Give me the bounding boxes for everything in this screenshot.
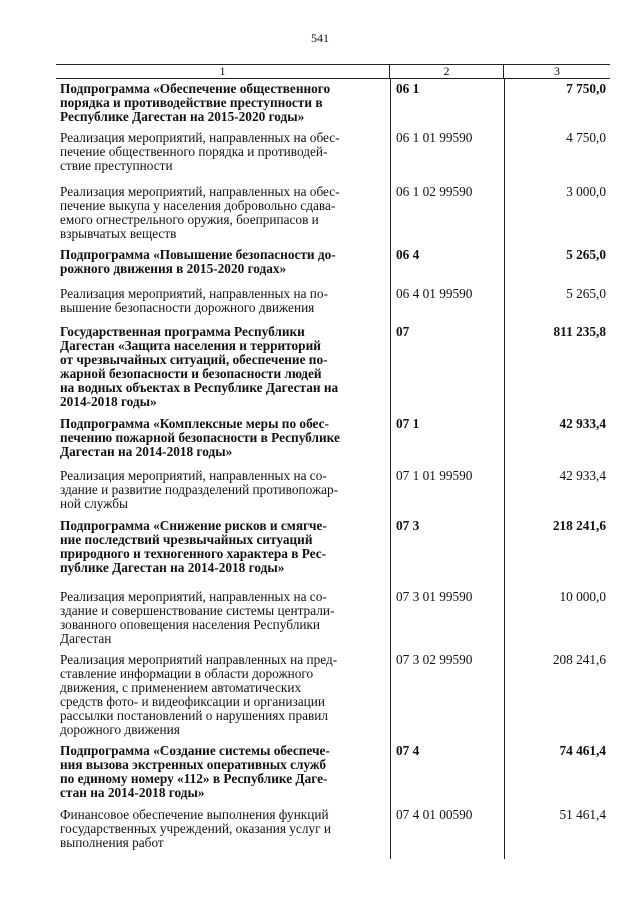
row-description: Подпрограмма «Повышение безопасности до- рожного движения в 2015-2020 годах»: [60, 247, 336, 276]
row-code: 07 1: [396, 416, 420, 431]
budget-table: [56, 64, 610, 859]
row-code: 06 4 01 99590: [396, 286, 473, 301]
row-amount: 42 933,4: [559, 416, 606, 431]
row-amount: 51 461,4: [559, 807, 606, 822]
row-amount: 811 235,8: [553, 324, 606, 339]
row-code: 07 3: [396, 518, 420, 533]
table-body: [56, 79, 610, 859]
page-number: 541: [311, 31, 329, 45]
row-description: Реализация мероприятий направленных на пред- ставление информации в области дорожного движения, с применением автоматических средств фото- и видеофиксации и организации рассылки постановлений о нарушениях правил дорожного движения: [60, 652, 338, 737]
row-amount: 5 265,0: [566, 247, 606, 262]
row-code: 06 1 02 99590: [396, 184, 473, 199]
row-description: Подпрограмма «Создание системы обеспече- ния вызова экстренных оперативных служб по единому номеру «112» в Республике Даге- стан на 2014-2018 годы»: [60, 743, 330, 800]
row-description: Реализация мероприятий, направленных на по- вышение безопасности дорожного движения: [60, 286, 329, 315]
row-description: Подпрограмма «Обеспечение общественного порядка и противодействие преступности в Республике Дагестан на 2015-2020 годы»: [60, 81, 331, 124]
table-row: [56, 82, 610, 124]
row-description: Подпрограмма «Комплексные меры по обес- печению пожарной безопасности в Республике Дагестан на 2014-2018 годы»: [60, 416, 340, 459]
row-code: 07 4 01 00590: [396, 807, 473, 822]
table-row: [56, 417, 610, 459]
header-col-1: 1: [56, 65, 390, 78]
row-amount: 7 750,0: [566, 81, 606, 96]
row-code: 06 1 01 99590: [396, 130, 473, 145]
row-description: Реализация мероприятий, направленных на обес- печение выкупа у населения добровольно сдава- емого огнестрельного оружия, боеприпасов и взрывчатых веществ: [60, 184, 340, 241]
row-description: Реализация мероприятий, направленных на обес- печение общественного порядка и противодей- ствие преступности: [60, 130, 340, 173]
row-amount: 218 241,6: [552, 518, 606, 533]
header-col-2: 2: [390, 65, 504, 78]
table-row: [56, 519, 610, 575]
row-code: 07: [396, 324, 410, 339]
table-row: [56, 653, 610, 737]
header-col-3: 3: [554, 64, 560, 78]
row-description: Подпрограмма «Снижение рисков и смягче- ние последствий чрезвычайных ситуаций природного и техногенного характера в Рес- публике Дагестан на 2014-2018 годы»: [60, 518, 327, 575]
row-amount: 3 000,0: [566, 184, 606, 199]
table-row: [56, 248, 610, 276]
table-row: [56, 185, 610, 241]
row-code: 07 3 01 99590: [396, 589, 473, 604]
row-code: 07 4: [396, 743, 420, 758]
table-row: [56, 325, 610, 409]
row-amount: 4 750,0: [566, 130, 606, 145]
row-amount: 5 265,0: [566, 286, 606, 301]
row-description: Реализация мероприятий, направленных на со- здание и совершенствование системы централи- зованного оповещения населения Республики Дагестан: [60, 589, 335, 646]
row-code: 06 4: [396, 247, 420, 262]
table-row: [56, 287, 610, 315]
table-row: [56, 808, 610, 850]
row-description: Государственная программа Республики Дагестан «Защита населения и территорий от чрезвычайных ситуаций, обеспечение по- жарной безопасности и безопасности людей на водных объектах в Республике Дагестан на 2014-2018 годы»: [60, 324, 339, 409]
table-row: [56, 590, 610, 646]
row-code: 07 3 02 99590: [396, 652, 473, 667]
row-description: Финансовое обеспечение выполнения функций государственных учреждений, оказания услуг и выполнения работ: [60, 807, 332, 850]
row-amount: 74 461,4: [559, 743, 606, 758]
row-code: 07 1 01 99590: [396, 468, 473, 483]
table-row: [56, 469, 610, 511]
row-amount: 42 933,4: [559, 468, 606, 483]
table-header-row: [56, 64, 610, 79]
row-amount: 10 000,0: [559, 589, 606, 604]
row-amount: 208 241,6: [552, 652, 606, 667]
table-row: [56, 744, 610, 800]
table-row: [56, 131, 610, 173]
row-description: Реализация мероприятий, направленных на со- здание и развитие подразделений противопожар- ной службы: [60, 468, 339, 511]
row-code: 06 1: [396, 81, 420, 96]
